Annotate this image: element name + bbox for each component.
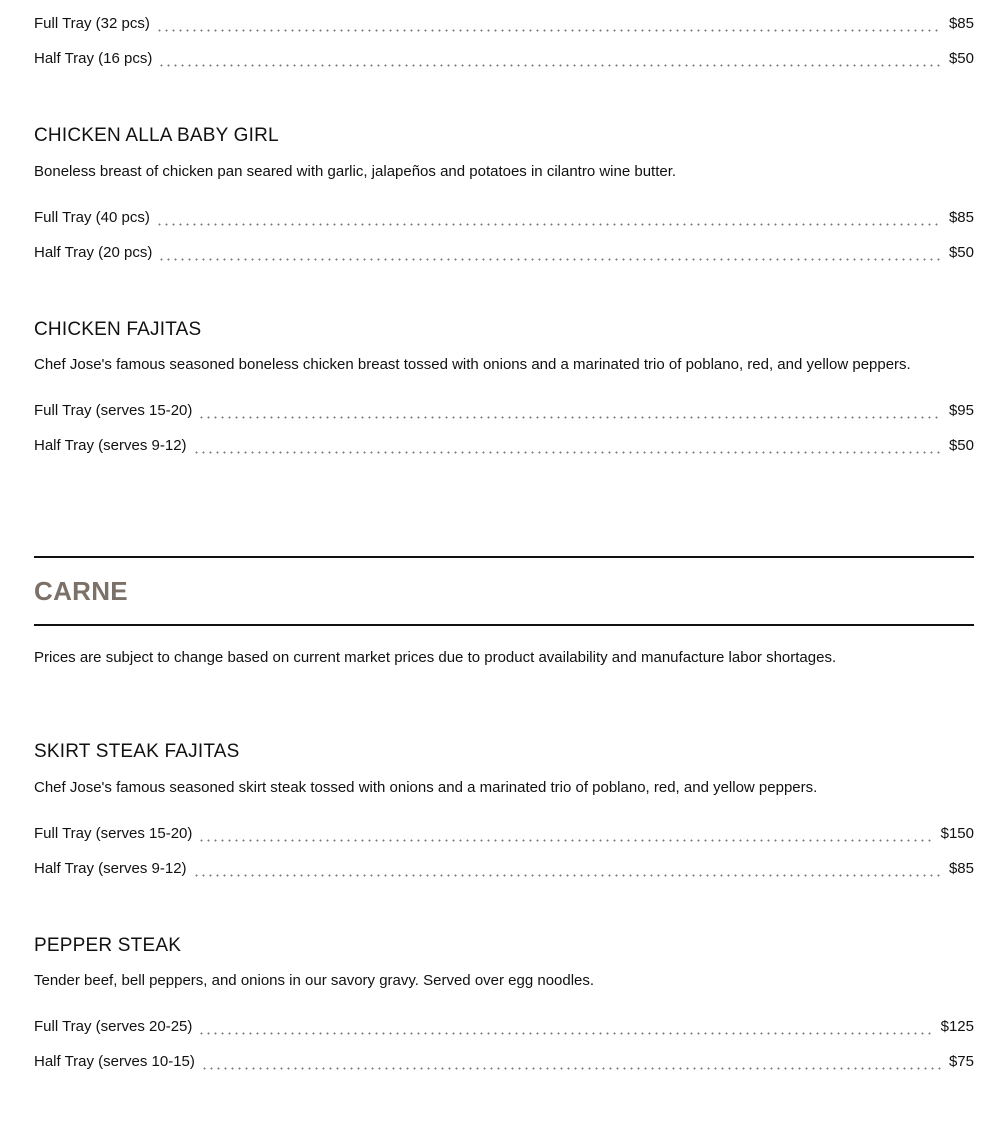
price-row-half-tray (34, 859, 974, 879)
price-label: Full Tray (serves 20-25) (34, 1018, 193, 1035)
item-title-chicken-alla-baby-girl: CHICKEN ALLA BABY GIRL (34, 125, 279, 146)
dot-leader (158, 49, 941, 69)
price-value: $50 (948, 244, 974, 261)
dot-leader (158, 243, 941, 263)
price-row-full-tray (34, 824, 974, 844)
dot-leader (193, 436, 941, 456)
price-label: Full Tray (serves 15-20) (34, 825, 193, 842)
price-value: $75 (948, 1053, 974, 1070)
price-label: Half Tray (20 pcs) (34, 244, 153, 261)
price-label: Half Tray (serves 9-12) (34, 437, 187, 454)
dot-leader (198, 1017, 932, 1037)
dot-leader (193, 859, 941, 879)
price-label: Full Tray (serves 15-20) (34, 402, 193, 419)
item-description: Boneless breast of chicken pan seared with garlic, jalapeños and potatoes in cilantro wine butter. (34, 163, 677, 180)
price-row-half-tray (34, 436, 974, 456)
item-title-chicken-fajitas: CHICKEN FAJITAS (34, 319, 202, 340)
item-title-skirt-steak-fajitas: SKIRT STEAK FAJITAS (34, 741, 240, 762)
price-label: Half Tray (16 pcs) (34, 50, 153, 67)
price-row-full-tray (34, 1017, 974, 1037)
price-row-half-tray (34, 243, 974, 263)
section-title-carne: CARNE (34, 576, 128, 606)
dot-leader (156, 14, 941, 34)
section-divider-bottom (34, 624, 974, 626)
dot-leader (198, 824, 932, 844)
item-description: Chef Jose's famous seasoned skirt steak tossed with onions and a marinated trio of poblano, red, and yellow peppers. (34, 779, 818, 796)
item-title-pepper-steak: PEPPER STEAK (34, 935, 182, 956)
price-row-full-tray (34, 208, 974, 228)
dot-leader (198, 401, 941, 421)
dot-leader (201, 1052, 941, 1072)
price-value: $95 (948, 402, 974, 419)
price-row-full-tray (34, 14, 974, 34)
dot-leader (156, 208, 941, 228)
price-row-full-tray (34, 401, 974, 421)
price-value: $50 (948, 50, 974, 67)
section-divider-top (34, 556, 974, 558)
price-value: $85 (948, 15, 974, 32)
price-label: Half Tray (serves 9-12) (34, 860, 187, 877)
price-value: $85 (948, 209, 974, 226)
price-label: Full Tray (32 pcs) (34, 15, 150, 32)
price-label: Full Tray (40 pcs) (34, 209, 150, 226)
price-value: $125 (940, 1018, 974, 1035)
price-row-half-tray (34, 49, 974, 69)
price-value: $150 (940, 825, 974, 842)
price-value: $85 (948, 860, 974, 877)
item-description: Tender beef, bell peppers, and onions in our savory gravy. Served over egg noodles. (34, 972, 595, 989)
price-label: Half Tray (serves 10-15) (34, 1053, 195, 1070)
section-note: Prices are subject to change based on current market prices due to product availability and manufacture labor shortages. (34, 649, 837, 666)
price-value: $50 (948, 437, 974, 454)
item-description: Chef Jose's famous seasoned boneless chicken breast tossed with onions and a marinated trio of poblano, red, and yellow peppers. (34, 356, 911, 373)
price-row-half-tray (34, 1052, 974, 1072)
